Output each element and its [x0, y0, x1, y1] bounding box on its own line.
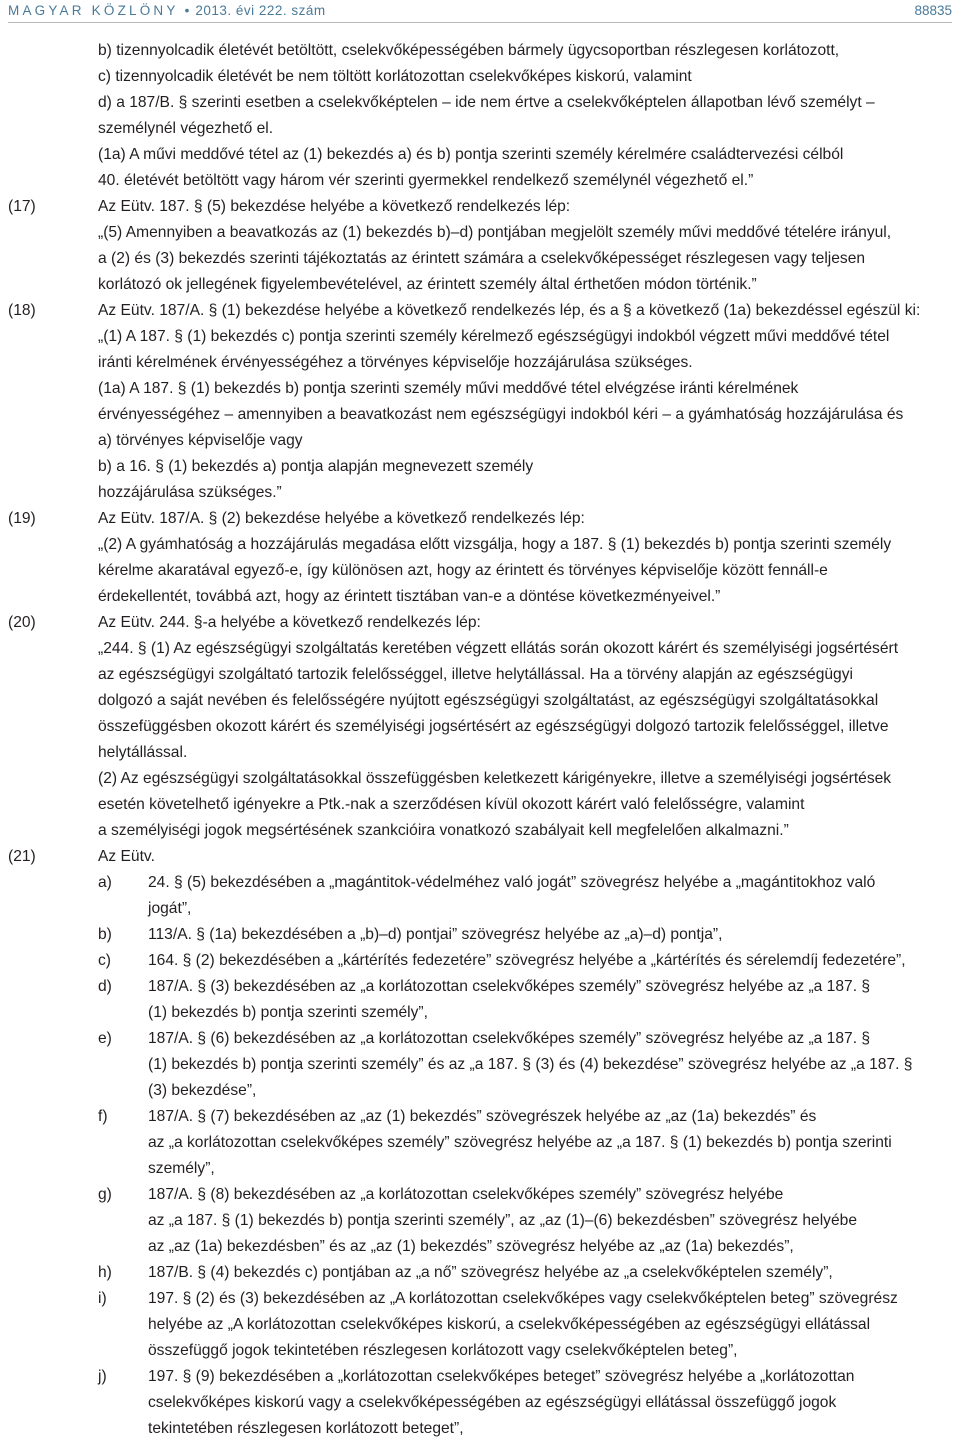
text-line: az „az (1a) bekezdésben” és az „az (1) bekezdés” szövegrész helyébe az „az (1a) bekezdés”, [148, 1238, 794, 1255]
text-line: az „a 187. § (1) bekezdés b) pontja szerinti személy”, az „az (1)–(6) bekezdésben” szövegrész helyébe [148, 1212, 857, 1229]
provision-text [98, 194, 956, 298]
provision-number: (21) [8, 848, 36, 865]
text-line: Az Eütv. [98, 848, 155, 865]
text-line: (1) bekezdés b) pontja szerinti személy”, [148, 1004, 428, 1021]
text-line: 187/A. § (8) bekezdésében az „a korlátozottan cselekvőképes személy” szövegrész helyébe [148, 1186, 784, 1203]
subitem-text [148, 948, 956, 974]
text-line: a) törvényes képviselője vagy [98, 432, 303, 449]
text-line: 187/B. § (4) bekezdés c) pontjában az „a nő” szövegrész helyébe az „a cselekvőképtelen személy”, [148, 1264, 833, 1281]
header-separator: • [184, 3, 190, 18]
provision-text [98, 610, 956, 844]
page-number: 88835 [914, 3, 952, 18]
text-line: 164. § (2) bekezdésében a „kártérítés fedezetére” szövegrész helyébe a „kártérítés és sérelemdíj fedezetére”, [148, 952, 906, 969]
subitem-text [148, 1026, 956, 1104]
text-line: 197. § (9) bekezdésében a „korlátozottan cselekvőképes beteget” szövegrész helyébe a „korlátozottan [148, 1368, 855, 1385]
text-line: esetén követelhető igényekre a Ptk.-nak a szerződésen kívül okozott kárért való felelősségre, valamint [98, 796, 805, 813]
provision-21 [0, 844, 960, 870]
subitem-c [0, 948, 960, 974]
provision-number: (19) [8, 510, 36, 527]
provision-text [98, 506, 956, 610]
subitem-text [148, 870, 956, 922]
text-line: 24. § (5) bekezdésében a „magántitok-védelméhez való jogát” szövegrész helyébe a „magántitokhoz való [148, 874, 876, 891]
text-line: 187/A. § (3) bekezdésében az „a korlátozottan cselekvőképes személy” szövegrész helyébe az „a 187. § [148, 978, 871, 995]
subitem-text [148, 1104, 956, 1182]
text-line: Az Eütv. 187. § (5) bekezdése helyébe a következő rendelkezés lép: [98, 198, 571, 215]
page-header [8, 0, 952, 23]
text-line: személy”, [148, 1160, 215, 1177]
text-line: hozzájárulása szükséges.” [98, 484, 282, 501]
text-line: (1a) A 187. § (1) bekezdés b) pontja szerinti személy művi meddővé tétel elvégzése iránti kérelmének [98, 380, 799, 397]
text-line: cselekvőképes kiskorú vagy a cselekvőképességében az egészségügyi ellátással összefüggő jogok [148, 1394, 837, 1411]
subitem-a [0, 870, 960, 922]
text-line: összefüggésben okozott kárért és személyiségi jogsértésért az egészségügyi dolgozó tartozik felelősséggel, illetve [98, 718, 889, 735]
subitem-f [0, 1104, 960, 1182]
text-line: „244. § (1) Az egészségügyi szolgáltatás keretében végzett ellátás során okozott kárért és személyiségi jogsértésért [98, 640, 899, 657]
text-line: b) a 16. § (1) bekezdés a) pontja alapján megnevezett személy [98, 458, 534, 475]
subitem-text [148, 1260, 956, 1286]
subitem-text [148, 1182, 956, 1260]
subitem-text [148, 922, 956, 948]
provision-18 [0, 298, 960, 506]
subitem-letter: i) [98, 1290, 107, 1307]
text-line: (1a) A művi meddővé tétel az (1) bekezdés a) és b) pontja szerinti személy kérelmére családtervezési célból [98, 146, 844, 163]
text-line: (3) bekezdése”, [148, 1082, 257, 1099]
subitem-letter: d) [98, 978, 112, 995]
subitem-d [0, 974, 960, 1026]
provision-number: (20) [8, 614, 36, 631]
text-line: érvényességéhez – amennyiben a beavatkozást nem egészségügyi indokból kéri – a gyámhatóság hozzájárulása és [98, 406, 904, 423]
text-line: kérelme akaratával egyező-e, így különösen azt, hogy az érintett és törvényes képviselője között fennáll-e [98, 562, 828, 579]
text-line: b) tizennyolcadik életévét betöltött, cselekvőképességében bármely ügycsoportban részlegesen korlátozott, [98, 42, 840, 59]
subitem-letter: b) [98, 926, 112, 943]
text-line: (1) bekezdés b) pontja szerinti személy” és az „a 187. § (3) és (4) bekezdése” szövegrész helyébe az „a 187. § [148, 1056, 913, 1073]
text-line: 113/A. § (1a) bekezdésében a „b)–d) pontjai” szövegrész helyébe az „a)–d) pontja”, [148, 926, 723, 943]
text-line: dolgozó a saját nevében és felelősségére nyújtott egészségügyi szolgáltatást, az egészségügyi szolgáltatásokkal [98, 692, 879, 709]
subitem-text [148, 974, 956, 1026]
provision-text [98, 844, 956, 870]
text-line: „(5) Amennyiben a beavatkozás az (1) bekezdés b)–d) pontjában megjelölt személy művi meddővé tételére irányul, [98, 224, 892, 241]
subitem-e [0, 1026, 960, 1104]
publication-title: MAGYAR KÖZLÖNY [8, 3, 179, 18]
text-line: érdekellentét, továbbá azt, hogy az érintett tisztában van-e a döntése következményeivel.” [98, 588, 721, 605]
document-body [0, 38, 960, 1442]
text-line: Az Eütv. 187/A. § (1) bekezdése helyébe a következő rendelkezés lép, és a § a következő (1a) bekezdéssel egészül ki: [98, 302, 921, 319]
text-line: d) a 187/B. § szerinti esetben a cselekvőképtelen – ide nem értve a cselekvőképtelen állapotban lévő személyt – [98, 94, 875, 111]
subitem-b [0, 922, 960, 948]
text-line: korlátozó ok jellegének figyelembevételével, az érintett személy által érthetően módon történik.” [98, 276, 757, 293]
text-line: az egészségügyi szolgáltató tartozik felelősséggel, illetve helytállással. Ha a törvény alapján az egészségügyi [98, 666, 853, 683]
text-line: a (2) és (3) bekezdés szerinti tájékoztatás az érintett számára a cselekvőképességet részlegesen vagy teljesen [98, 250, 866, 267]
text-line: a személyiségi jogok megsértésének szankcióira vonatkozó szabályait kell megfelelően alkalmazni.” [98, 822, 789, 839]
text-line: „(1) A 187. § (1) bekezdés c) pontja szerinti személy kérelmező egészségügyi indokból végzett művi meddővé tétel [98, 328, 890, 345]
subitem-letter: j) [98, 1368, 107, 1385]
subitem-letter: f) [98, 1108, 108, 1125]
text-line: (2) Az egészségügyi szolgáltatásokkal összefüggésben keletkezett kárigényekre, illetve a személyiségi jogsértések [98, 770, 892, 787]
subitem-text [148, 1364, 956, 1442]
subitem-letter: h) [98, 1264, 112, 1281]
provision-number: (18) [8, 302, 36, 319]
subitem-i [0, 1286, 960, 1364]
text-line: 40. életévét betöltött vagy három vér szerinti gyermekkel rendelkező személynél végezhető el.” [98, 172, 754, 189]
text-line: tekintetében részlegesen korlátozott beteget”, [148, 1420, 464, 1437]
subitem-j [0, 1364, 960, 1442]
provision-19 [0, 506, 960, 610]
provision-number: (17) [8, 198, 36, 215]
text-line: „(2) A gyámhatóság a hozzájárulás megadása előtt vizsgálja, hogy a 187. § (1) bekezdés b) pontja szerinti személy [98, 536, 892, 553]
text-line: összefüggő jogok tekintetében részlegesen korlátozott vagy cselekvőképtelen beteg”, [148, 1342, 738, 1359]
subitem-letter: a) [98, 874, 112, 891]
subitem-g [0, 1182, 960, 1260]
issue-number: 2013. évi 222. szám [195, 3, 326, 18]
text-line: helyébe az „A korlátozottan cselekvőképes kiskorú, a cselekvőképességében az egészségügyi ellátással [148, 1316, 871, 1333]
text-line: c) tizennyolcadik életévét be nem töltött korlátozottan cselekvőképes kiskorú, valamint [98, 68, 692, 85]
provision-20 [0, 610, 960, 844]
text-line: 197. § (2) és (3) bekezdésében az „A korlátozottan cselekvőképes vagy cselekvőképtelen beteg” szövegrész [148, 1290, 898, 1307]
subitem-h [0, 1260, 960, 1286]
subitem-letter: e) [98, 1030, 112, 1047]
provision-text [98, 298, 956, 506]
text-line: iránti kérelmének érvényességéhez a törvényes képviselője hozzájárulása szükséges. [98, 354, 693, 371]
text-line: 187/A. § (7) bekezdésében az „az (1) bekezdés” szövegrészek helyébe az „az (1a) bekezdés” és [148, 1108, 817, 1125]
subitem-letter: c) [98, 952, 111, 969]
subitem-letter: g) [98, 1186, 112, 1203]
text-line: az „a korlátozottan cselekvőképes személy” szövegrész helyébe az „a 187. § (1) bekezdés b) pontja szerinti [148, 1134, 892, 1151]
text-line: Az Eütv. 244. §-a helyébe a következő rendelkezés lép: [98, 614, 481, 631]
provision-17 [0, 194, 960, 298]
publication-line [8, 0, 326, 22]
subitem-text [148, 1286, 956, 1364]
text-line: jogát”, [148, 900, 192, 917]
text-line: Az Eütv. 187/A. § (2) bekezdése helyébe a következő rendelkezés lép: [98, 510, 585, 527]
text-line: 187/A. § (6) bekezdésében az „a korlátozottan cselekvőképes személy” szövegrész helyébe az „a 187. § [148, 1030, 871, 1047]
text-line: helytállással. [98, 744, 188, 761]
text-line: személynél végezhető el. [98, 120, 274, 137]
